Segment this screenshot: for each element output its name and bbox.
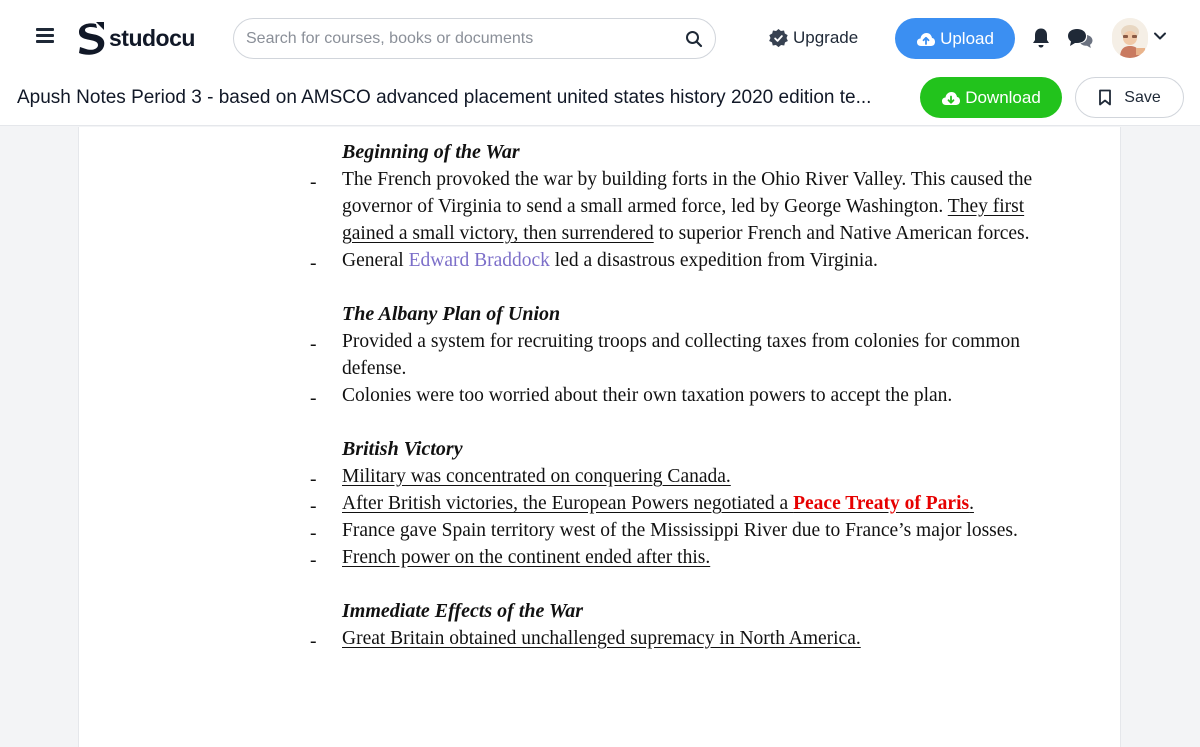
underlined-text: gained a small victory, then surrendered	[342, 223, 654, 244]
document-title: Apush Notes Period 3 - based on AMSCO advanced placement united states history 2020 edition te...	[17, 87, 872, 108]
underlined-text: They first	[947, 196, 1025, 217]
search-input[interactable]	[246, 27, 676, 51]
bookmark-icon	[1098, 89, 1112, 106]
text-line: defense.	[342, 358, 407, 379]
section-heading: British Victory	[342, 438, 463, 460]
text-line	[342, 493, 974, 515]
text-line: France gave Spain territory west of the Mississippi River due to France’s major losses.	[342, 520, 1018, 541]
text-line: Colonies were too worried about their own taxation powers to accept the plan.	[342, 385, 953, 406]
text-line: Military was concentrated on conquering Canada.	[342, 466, 731, 487]
document-title-bar	[0, 72, 1200, 126]
text-line: French power on the continent ended after this.	[342, 547, 711, 568]
bullet-dash: -	[310, 172, 317, 193]
bullet-dash: -	[310, 469, 317, 490]
text-line	[342, 196, 1024, 218]
text-segment: .	[969, 493, 974, 514]
bullet-dash: -	[310, 631, 317, 652]
cloud-upload-icon	[916, 31, 936, 47]
search-bar	[233, 18, 716, 59]
bullet-dash: -	[310, 334, 317, 355]
text-line	[342, 223, 1030, 245]
user-avatar[interactable]	[1112, 18, 1148, 58]
bullet-dash: -	[310, 253, 317, 274]
upgrade-button[interactable]	[768, 26, 858, 50]
bullet-dash: -	[310, 496, 317, 517]
download-button[interactable]	[920, 77, 1062, 118]
bullet-dash: -	[310, 388, 317, 409]
section-heading: Beginning of the War	[342, 141, 520, 163]
bullet-dash: -	[310, 523, 317, 544]
search-icon[interactable]	[685, 30, 703, 48]
highlighted-term: Peace Treaty of Paris	[793, 493, 970, 514]
save-label: Save	[1124, 88, 1161, 106]
text-segment: to superior French and Native American forces.	[653, 223, 1030, 244]
bell-icon[interactable]	[1031, 27, 1051, 49]
save-button[interactable]	[1075, 77, 1184, 118]
menu-icon[interactable]	[36, 28, 54, 44]
text-line: Provided a system for recruiting troops and collecting taxes from colonies for common	[342, 331, 1020, 352]
upgrade-label: Upgrade	[793, 28, 859, 47]
text-segment: governor of Virginia to send a small armed force, led by George Washington.	[342, 196, 948, 217]
text-line	[342, 250, 878, 272]
chat-icon[interactable]	[1066, 27, 1094, 49]
chevron-down-icon[interactable]	[1153, 31, 1167, 41]
section-heading: The Albany Plan of Union	[342, 303, 561, 325]
logo-text: studocu	[109, 24, 195, 51]
document-page	[78, 127, 1121, 747]
studocu-logo-icon	[74, 20, 106, 56]
section-heading: Immediate Effects of the War	[342, 600, 584, 622]
avatar-image-icon	[1112, 18, 1148, 58]
text-line: The French provoked the war by building forts in the Ohio River Valley. This caused the	[342, 169, 1033, 190]
text-segment: General	[342, 250, 409, 271]
highlighted-term: Edward Braddock	[408, 250, 550, 271]
text-segment: After British victories, the European Powers negotiated a	[342, 493, 794, 514]
upload-label: Upload	[940, 28, 994, 48]
studocu-logo[interactable]	[74, 20, 195, 56]
text-line: Great Britain obtained unchallenged supremacy in North America.	[342, 628, 861, 649]
text-segment: led a disastrous expedition from Virginia.	[549, 250, 878, 271]
bullet-dash: -	[310, 550, 317, 571]
cloud-download-icon	[941, 90, 961, 106]
upload-button[interactable]	[895, 18, 1015, 59]
download-label: Download	[965, 87, 1041, 107]
gear-badge-icon	[768, 28, 789, 49]
top-navigation-bar	[0, 0, 1200, 72]
